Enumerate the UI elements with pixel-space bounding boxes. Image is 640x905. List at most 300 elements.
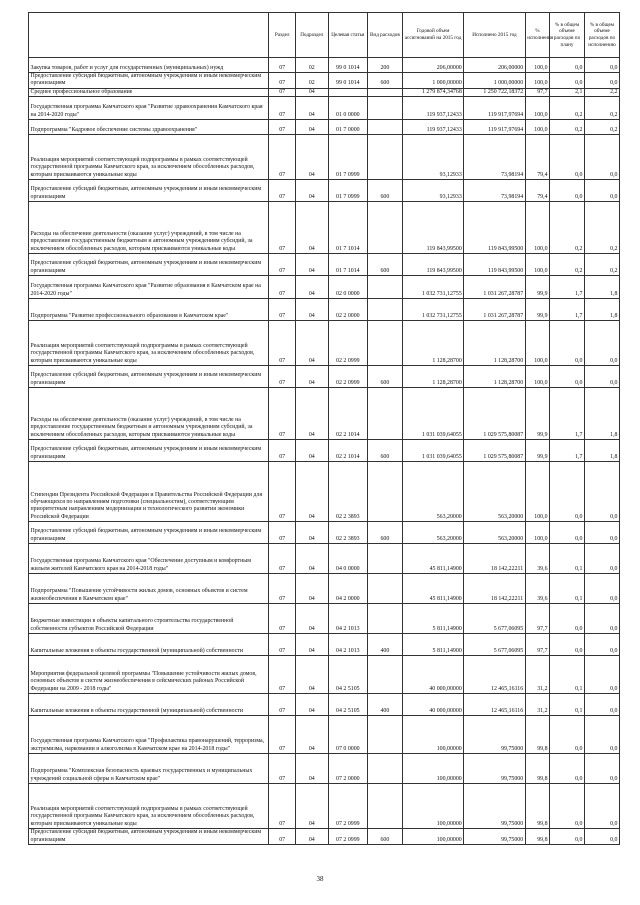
cell-percent-exec: 100,0 — [525, 202, 549, 254]
table-row — [29, 276, 620, 299]
cell-share-plan: 0,0 — [550, 754, 585, 784]
cell-name: Предоставление субсидий бюджетным, автономным учреждениям и иным некоммерческим организациям — [29, 180, 269, 202]
cell-percent-exec: 100,0 — [525, 254, 549, 276]
cell-target-item — [328, 88, 367, 96]
budget-execution-table — [28, 12, 620, 845]
header-razdel: Раздел — [269, 13, 295, 58]
cell-podrazdel: 04 — [295, 180, 328, 202]
cell-expense-type: 400 — [367, 634, 402, 656]
cell-podrazdel: 04 — [295, 321, 328, 366]
cell-annual-plan: 563,20000 — [402, 462, 463, 522]
header-expense-type: Вид расходов — [367, 13, 402, 58]
cell-name: Реализация мероприятий соответствующей подпрограммы в рамках соответствующей государственной программы Камчатского края, за исключением обособленных расходов, которым присваиваются уникальные коды — [29, 784, 269, 829]
cell-razdel: 07 — [269, 276, 295, 299]
cell-share-exec: 0,0 — [584, 544, 619, 574]
cell-executed: 1 128,28700 — [464, 321, 525, 366]
table-row — [29, 388, 620, 440]
table-row — [29, 829, 620, 845]
table-row — [29, 180, 620, 202]
cell-percent-exec: 97,7 — [525, 634, 549, 656]
cell-share-exec: 0,0 — [584, 716, 619, 754]
cell-expense-type — [367, 299, 402, 321]
cell-podrazdel: 04 — [295, 754, 328, 784]
cell-podrazdel: 04 — [295, 388, 328, 440]
cell-expense-type: 200 — [367, 58, 402, 73]
header-name — [29, 13, 269, 58]
cell-expense-type: 400 — [367, 694, 402, 716]
table-row — [29, 462, 620, 522]
table-row — [29, 366, 620, 388]
cell-target-item: 07 0 0000 — [328, 716, 367, 754]
cell-share-plan: 0,0 — [550, 634, 585, 656]
cell-annual-plan: 5 811,14900 — [402, 604, 463, 634]
cell-share-plan: 0,2 — [550, 202, 585, 254]
cell-name: Капитальные вложения в объекты государственной (муниципальной) собственности — [29, 694, 269, 716]
header-target-item: Целевая статья — [328, 13, 367, 58]
table-body — [29, 58, 620, 845]
cell-target-item: 04 0 0000 — [328, 544, 367, 574]
cell-percent-exec: 39,6 — [525, 574, 549, 604]
cell-target-item: 02 2 0999 — [328, 321, 367, 366]
cell-share-plan: 0,0 — [550, 462, 585, 522]
cell-share-plan: 1,7 — [550, 440, 585, 462]
cell-annual-plan: 5 811,14900 — [402, 634, 463, 656]
cell-share-exec: 0,0 — [584, 656, 619, 694]
cell-razdel: 07 — [269, 634, 295, 656]
cell-share-plan: 0,1 — [550, 544, 585, 574]
cell-share-exec: 1,8 — [584, 276, 619, 299]
cell-annual-plan: 100,00000 — [402, 754, 463, 784]
cell-share-exec: 0,0 — [584, 462, 619, 522]
cell-name: Предоставление субсидий бюджетным, автономным учреждениям и иным некоммерческим организациям — [29, 829, 269, 845]
cell-razdel: 07 — [269, 254, 295, 276]
cell-share-plan: 0,0 — [550, 829, 585, 845]
cell-percent-exec: 79,4 — [525, 135, 549, 180]
table-row — [29, 604, 620, 634]
cell-share-plan: 1,7 — [550, 276, 585, 299]
cell-target-item: 04 2 0000 — [328, 574, 367, 604]
cell-executed: 1 250 722,18372 — [464, 88, 525, 96]
table-row — [29, 299, 620, 321]
cell-percent-exec: 99,8 — [525, 716, 549, 754]
cell-share-exec: 0,2 — [584, 120, 619, 135]
cell-executed: 563,20000 — [464, 522, 525, 544]
table-row — [29, 135, 620, 180]
cell-target-item: 02 2 0000 — [328, 299, 367, 321]
cell-share-plan: 0,0 — [550, 135, 585, 180]
cell-executed: 73,98194 — [464, 180, 525, 202]
cell-podrazdel: 02 — [295, 58, 328, 73]
cell-expense-type: 600 — [367, 440, 402, 462]
cell-annual-plan: 1 128,28700 — [402, 366, 463, 388]
cell-share-exec: 0,2 — [584, 97, 619, 120]
cell-executed: 99,75000 — [464, 754, 525, 784]
cell-podrazdel: 04 — [295, 276, 328, 299]
cell-annual-plan: 563,20000 — [402, 522, 463, 544]
cell-annual-plan: 45 811,14900 — [402, 574, 463, 604]
cell-razdel: 07 — [269, 604, 295, 634]
cell-podrazdel: 04 — [295, 829, 328, 845]
cell-annual-plan: 1 031 039,64055 — [402, 440, 463, 462]
cell-podrazdel: 04 — [295, 522, 328, 544]
cell-expense-type — [367, 321, 402, 366]
table-row — [29, 97, 620, 120]
cell-share-plan: 1,7 — [550, 299, 585, 321]
cell-razdel: 07 — [269, 462, 295, 522]
cell-executed: 119 843,99500 — [464, 254, 525, 276]
cell-target-item: 01 7 1014 — [328, 202, 367, 254]
cell-annual-plan: 45 811,14900 — [402, 544, 463, 574]
cell-share-plan: 0,0 — [550, 522, 585, 544]
cell-percent-exec: 100,0 — [525, 120, 549, 135]
cell-executed: 5 677,06095 — [464, 604, 525, 634]
cell-podrazdel: 04 — [295, 254, 328, 276]
cell-executed: 5 677,06095 — [464, 634, 525, 656]
cell-expense-type — [367, 604, 402, 634]
cell-expense-type — [367, 574, 402, 604]
cell-annual-plan: 100,00000 — [402, 784, 463, 829]
cell-podrazdel: 04 — [295, 88, 328, 96]
cell-target-item: 01 7 1014 — [328, 254, 367, 276]
cell-share-exec: 0,2 — [584, 254, 619, 276]
cell-expense-type: 600 — [367, 522, 402, 544]
cell-podrazdel: 04 — [295, 366, 328, 388]
cell-target-item: 01 7 0999 — [328, 180, 367, 202]
cell-razdel: 07 — [269, 299, 295, 321]
cell-percent-exec: 97,7 — [525, 604, 549, 634]
cell-share-exec: 0,0 — [584, 784, 619, 829]
cell-razdel: 07 — [269, 694, 295, 716]
cell-target-item: 01 7 0000 — [328, 120, 367, 135]
cell-percent-exec: 100,0 — [525, 522, 549, 544]
cell-target-item: 02 0 0000 — [328, 276, 367, 299]
cell-name: Государственная программа Камчатского края "Развитие образования в Камчатском крае на 2014-2020 годы" — [29, 276, 269, 299]
cell-share-plan: 0,0 — [550, 366, 585, 388]
cell-name: Расходы на обеспечение деятельности (оказание услуг) учреждений, в том числе на предоставление государственным бюджетным и автономным учреждениям субсидий, за исключением обособленных расходов, которым присваиваются уникальные коды — [29, 202, 269, 254]
table-row — [29, 716, 620, 754]
table-row — [29, 522, 620, 544]
cell-razdel: 07 — [269, 120, 295, 135]
cell-share-plan: 0,0 — [550, 716, 585, 754]
cell-razdel: 07 — [269, 522, 295, 544]
cell-executed: 1 029 575,80087 — [464, 388, 525, 440]
cell-name: Стипендии Президента Российской Федерации и Правительства Российской Федерации для обучающихся по направлениям подготовки (специальностям), соответствующим приоритетным направлениям модернизации и технологического развития экономики Российской Федерации — [29, 462, 269, 522]
cell-podrazdel: 04 — [295, 656, 328, 694]
cell-name: Предоставление субсидий бюджетным, автономным учреждениям и иным некоммерческим организациям — [29, 73, 269, 89]
cell-annual-plan: 40 000,00000 — [402, 656, 463, 694]
table-row — [29, 694, 620, 716]
cell-percent-exec: 99,9 — [525, 299, 549, 321]
header-executed: Исполнено 2015 год — [464, 13, 525, 58]
cell-name: Предоставление субсидий бюджетным, автономным учреждениям и иным некоммерческим организациям — [29, 254, 269, 276]
cell-share-plan: 0,0 — [550, 180, 585, 202]
cell-razdel: 07 — [269, 135, 295, 180]
cell-podrazdel: 04 — [295, 97, 328, 120]
cell-annual-plan: 93,12933 — [402, 180, 463, 202]
cell-name: Предоставление субсидий бюджетным, автономным учреждениям и иным некоммерческим организациям — [29, 366, 269, 388]
cell-target-item: 02 2 0999 — [328, 366, 367, 388]
cell-executed: 1 031 267,28787 — [464, 276, 525, 299]
table-row — [29, 574, 620, 604]
cell-expense-type: 600 — [367, 180, 402, 202]
cell-share-plan: 0,0 — [550, 73, 585, 89]
cell-percent-exec: 99,8 — [525, 784, 549, 829]
cell-executed: 1 000,00000 — [464, 73, 525, 89]
cell-name: Государственная программа Камчатского края "Профилактика правонарушений, терроризма, экстремизма, наркомании и алкоголизма в Камчатском крае на 2014-2018 годы" — [29, 716, 269, 754]
cell-executed: 1 128,28700 — [464, 366, 525, 388]
page-number: 38 — [316, 875, 324, 883]
cell-annual-plan: 1 032 731,12755 — [402, 276, 463, 299]
table-header-row — [29, 13, 620, 58]
cell-percent-exec: 99,9 — [525, 276, 549, 299]
cell-name: Предоставление субсидий бюджетным, автономным учреждениям и иным некоммерческим организациям — [29, 522, 269, 544]
header-percent-exec: % исполнения — [525, 13, 549, 58]
cell-razdel: 07 — [269, 388, 295, 440]
table-row — [29, 656, 620, 694]
cell-target-item: 02 2 1014 — [328, 440, 367, 462]
cell-share-plan: 0,2 — [550, 120, 585, 135]
cell-target-item: 02 2 3893 — [328, 462, 367, 522]
cell-razdel: 07 — [269, 544, 295, 574]
cell-razdel: 07 — [269, 440, 295, 462]
cell-executed: 119 917,97694 — [464, 97, 525, 120]
cell-target-item: 02 2 3893 — [328, 522, 367, 544]
cell-target-item: 99 0 1014 — [328, 73, 367, 89]
cell-share-exec: 0,0 — [584, 574, 619, 604]
cell-target-item: 07 2 0999 — [328, 784, 367, 829]
cell-podrazdel: 04 — [295, 784, 328, 829]
cell-percent-exec: 97,7 — [525, 88, 549, 96]
table-row — [29, 58, 620, 73]
table-row — [29, 634, 620, 656]
cell-target-item: 04 2 1013 — [328, 604, 367, 634]
cell-annual-plan: 1 128,28700 — [402, 321, 463, 366]
cell-expense-type: 600 — [367, 73, 402, 89]
cell-percent-exec: 100,0 — [525, 366, 549, 388]
cell-name: Государственная программа Камчатского края "Обеспечение доступным и комфортным жильем жителей Камчатского края на 2014-2018 годы" — [29, 544, 269, 574]
cell-percent-exec: 100,0 — [525, 462, 549, 522]
cell-expense-type — [367, 544, 402, 574]
cell-razdel: 07 — [269, 180, 295, 202]
table-row — [29, 784, 620, 829]
cell-share-plan: 0,2 — [550, 254, 585, 276]
cell-name: Мероприятия федеральной целевой программы "Повышение устойчивости жилых домов, основных объектов и систем жизнеобеспечения в сейсмических районах Российской Федерации на 2009 - 2018 годы" — [29, 656, 269, 694]
cell-share-plan: 0,0 — [550, 604, 585, 634]
cell-annual-plan: 119 843,99500 — [402, 202, 463, 254]
cell-razdel: 07 — [269, 829, 295, 845]
cell-target-item: 07 2 0000 — [328, 754, 367, 784]
cell-executed: 99,75000 — [464, 784, 525, 829]
cell-razdel: 07 — [269, 97, 295, 120]
cell-expense-type — [367, 97, 402, 120]
cell-annual-plan: 119 937,12433 — [402, 97, 463, 120]
table-row — [29, 73, 620, 89]
cell-percent-exec: 99,8 — [525, 829, 549, 845]
cell-target-item: 07 2 0999 — [328, 829, 367, 845]
cell-razdel: 07 — [269, 88, 295, 96]
cell-share-exec: 0,0 — [584, 754, 619, 784]
cell-target-item: 04 2 5105 — [328, 694, 367, 716]
cell-razdel: 07 — [269, 784, 295, 829]
cell-podrazdel: 04 — [295, 604, 328, 634]
cell-share-plan: 0,1 — [550, 574, 585, 604]
cell-annual-plan: 206,00000 — [402, 58, 463, 73]
cell-percent-exec: 100,0 — [525, 73, 549, 89]
cell-executed: 563,20000 — [464, 462, 525, 522]
header-podrazdel: Подраздел — [295, 13, 328, 58]
cell-share-plan: 2,1 — [550, 88, 585, 96]
cell-podrazdel: 04 — [295, 202, 328, 254]
table-row — [29, 254, 620, 276]
cell-annual-plan: 100,00000 — [402, 716, 463, 754]
cell-podrazdel: 04 — [295, 634, 328, 656]
cell-name: Подпрограмма "Комплексная безопасность краевых государственных и муниципальных учреждений социальной сферы в Камчатском крае" — [29, 754, 269, 784]
cell-share-exec: 0,0 — [584, 180, 619, 202]
cell-expense-type — [367, 135, 402, 180]
cell-percent-exec: 79,4 — [525, 180, 549, 202]
cell-name: Бюджетные инвестиции в объекты капитального строительства государственной собственности субъектов Российской Федерации — [29, 604, 269, 634]
cell-expense-type — [367, 784, 402, 829]
cell-share-exec: 0,0 — [584, 366, 619, 388]
cell-executed: 12 465,16116 — [464, 656, 525, 694]
cell-executed: 99,75000 — [464, 829, 525, 845]
cell-target-item: 01 7 0999 — [328, 135, 367, 180]
cell-target-item: 04 2 5105 — [328, 656, 367, 694]
cell-share-plan: 1,7 — [550, 388, 585, 440]
cell-executed: 18 142,22211 — [464, 574, 525, 604]
cell-podrazdel: 04 — [295, 544, 328, 574]
cell-annual-plan: 1 032 731,12755 — [402, 299, 463, 321]
cell-share-exec: 0,0 — [584, 58, 619, 73]
cell-executed: 1 029 575,80087 — [464, 440, 525, 462]
cell-name: Предоставление субсидий бюджетным, автономным учреждениям и иным некоммерческим организациям — [29, 440, 269, 462]
cell-name: Расходы на обеспечение деятельности (оказание услуг) учреждений, в том числе на предоставление государственным бюджетным и автономным учреждениям субсидий, за исключением обособленных расходов, которым присваиваются уникальные коды — [29, 388, 269, 440]
cell-executed: 1 031 267,28787 — [464, 299, 525, 321]
cell-executed: 119 843,99500 — [464, 202, 525, 254]
cell-percent-exec: 100,0 — [525, 58, 549, 73]
cell-name: Среднее профессиональное образование — [29, 88, 269, 96]
cell-share-exec: 0,0 — [584, 604, 619, 634]
cell-expense-type — [367, 754, 402, 784]
cell-executed: 119 917,97694 — [464, 120, 525, 135]
cell-podrazdel: 02 — [295, 73, 328, 89]
cell-percent-exec: 39,6 — [525, 544, 549, 574]
cell-annual-plan: 119 843,99500 — [402, 254, 463, 276]
header-annual-plan: Годовой объем ассигнований на 2015 год — [402, 13, 463, 58]
cell-share-plan: 0,1 — [550, 656, 585, 694]
cell-name: Подпрограмма "Повышение устойчивости жилых домов, основных объектов и систем жизнеобеспечения в Камчатском крае" — [29, 574, 269, 604]
cell-expense-type — [367, 120, 402, 135]
cell-target-item: 99 0 1014 — [328, 58, 367, 73]
cell-share-plan: 0,0 — [550, 321, 585, 366]
table-row — [29, 88, 620, 96]
header-share-exec: % в общем объеме расходов по исполнению — [584, 13, 619, 58]
cell-razdel: 07 — [269, 58, 295, 73]
cell-percent-exec: 99,9 — [525, 388, 549, 440]
cell-percent-exec: 99,8 — [525, 754, 549, 784]
cell-executed: 12 465,16116 — [464, 694, 525, 716]
table-row — [29, 202, 620, 254]
cell-expense-type — [367, 388, 402, 440]
cell-name: Реализация мероприятий соответствующей подпрограммы в рамках соответствующей государственной программы Камчатского края, за исключением обособленных расходов, которым присваиваются уникальные коды — [29, 135, 269, 180]
cell-share-plan: 0,1 — [550, 694, 585, 716]
cell-target-item: 02 2 1014 — [328, 388, 367, 440]
cell-expense-type — [367, 716, 402, 754]
header-share-plan: % в общем объеме расходов по плану — [550, 13, 585, 58]
cell-razdel: 07 — [269, 574, 295, 604]
cell-executed: 99,75000 — [464, 716, 525, 754]
cell-expense-type: 600 — [367, 366, 402, 388]
cell-expense-type — [367, 276, 402, 299]
cell-percent-exec: 31,2 — [525, 694, 549, 716]
cell-expense-type — [367, 88, 402, 96]
cell-share-plan: 0,2 — [550, 97, 585, 120]
cell-share-exec: 2,2 — [584, 88, 619, 96]
cell-share-exec: 0,2 — [584, 202, 619, 254]
cell-expense-type — [367, 462, 402, 522]
table-row — [29, 544, 620, 574]
cell-expense-type: 600 — [367, 829, 402, 845]
cell-expense-type: 600 — [367, 254, 402, 276]
cell-share-exec: 0,0 — [584, 634, 619, 656]
cell-podrazdel: 04 — [295, 440, 328, 462]
cell-podrazdel: 04 — [295, 299, 328, 321]
cell-expense-type — [367, 656, 402, 694]
cell-executed: 73,98194 — [464, 135, 525, 180]
cell-razdel: 07 — [269, 202, 295, 254]
cell-share-exec: 0,0 — [584, 694, 619, 716]
cell-podrazdel: 04 — [295, 716, 328, 754]
cell-target-item: 01 0 0000 — [328, 97, 367, 120]
cell-annual-plan: 100,00000 — [402, 829, 463, 845]
cell-annual-plan: 1 000,00000 — [402, 73, 463, 89]
cell-razdel: 07 — [269, 73, 295, 89]
cell-name: Реализация мероприятий соответствующей подпрограммы в рамках соответствующей государственной программы Камчатского края, за исключением обособленных расходов, которым присваиваются уникальные коды — [29, 321, 269, 366]
budget-table-page — [28, 12, 620, 845]
cell-share-exec: 0,0 — [584, 73, 619, 89]
cell-razdel: 07 — [269, 716, 295, 754]
cell-share-exec: 1,8 — [584, 299, 619, 321]
cell-annual-plan: 93,12933 — [402, 135, 463, 180]
cell-share-exec: 0,0 — [584, 135, 619, 180]
cell-expense-type — [367, 202, 402, 254]
cell-share-plan: 0,0 — [550, 784, 585, 829]
cell-podrazdel: 04 — [295, 135, 328, 180]
cell-name: Государственная программа Камчатского края "Развитие здравоохранения Камчатского края на 2014-2020 годы" — [29, 97, 269, 120]
cell-percent-exec: 99,9 — [525, 440, 549, 462]
cell-podrazdel: 04 — [295, 120, 328, 135]
cell-percent-exec: 100,0 — [525, 97, 549, 120]
cell-executed: 18 142,22211 — [464, 544, 525, 574]
table-row — [29, 321, 620, 366]
table-row — [29, 120, 620, 135]
cell-share-plan: 0,0 — [550, 58, 585, 73]
cell-name: Подпрограмма "Развитие профессионального образования в Камчатском крае" — [29, 299, 269, 321]
cell-name: Капитальные вложения в объекты государственной (муниципальной) собственности — [29, 634, 269, 656]
cell-share-exec: 0,0 — [584, 829, 619, 845]
cell-share-exec: 1,8 — [584, 388, 619, 440]
cell-razdel: 07 — [269, 754, 295, 784]
cell-share-exec: 0,0 — [584, 522, 619, 544]
table-row — [29, 440, 620, 462]
cell-podrazdel: 04 — [295, 462, 328, 522]
cell-annual-plan: 1 031 039,64055 — [402, 388, 463, 440]
cell-annual-plan: 119 937,12433 — [402, 120, 463, 135]
cell-razdel: 07 — [269, 656, 295, 694]
cell-annual-plan: 1 279 874,34768 — [402, 88, 463, 96]
cell-razdel: 07 — [269, 321, 295, 366]
cell-executed: 206,00000 — [464, 58, 525, 73]
